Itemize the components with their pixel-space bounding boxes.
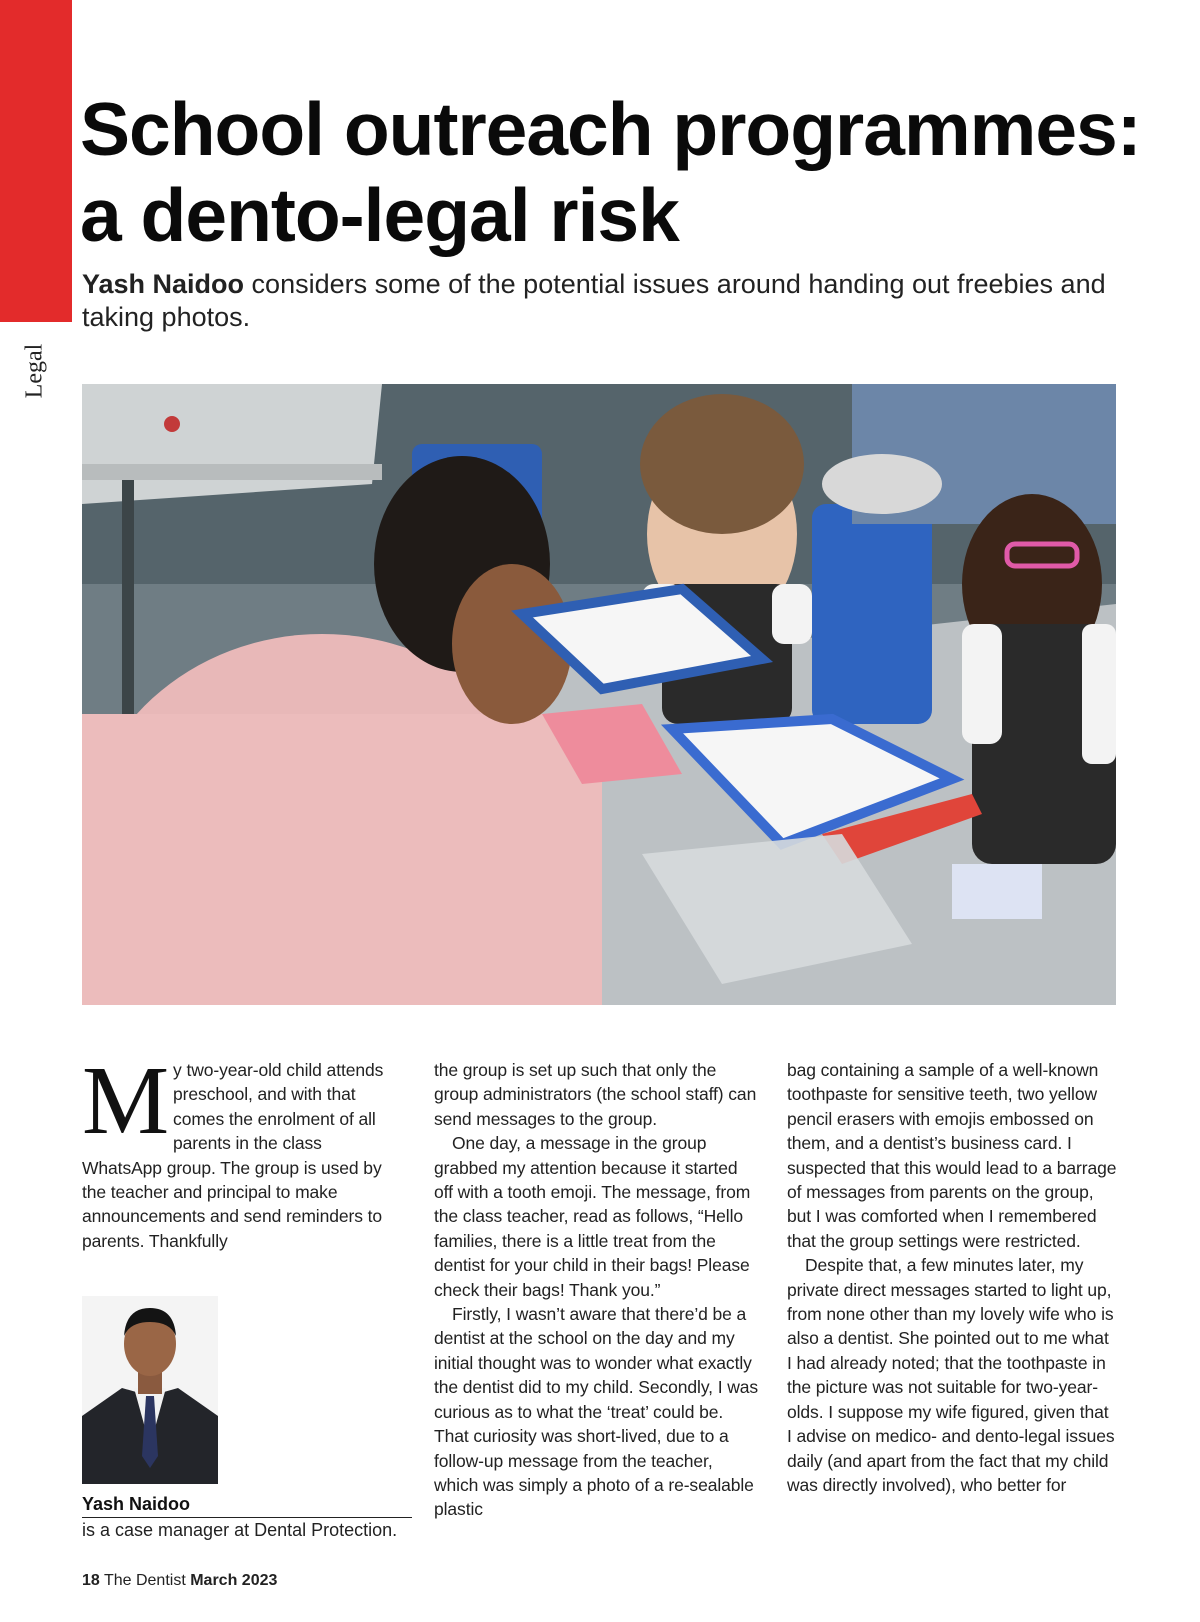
article-paragraph: the group is set up such that only the group administrators (the school staff) can send messages to the group. bbox=[434, 1060, 757, 1129]
author-name: Yash Naidoo bbox=[82, 1494, 412, 1518]
article-column-2 bbox=[434, 1058, 759, 1522]
headline bbox=[80, 86, 1160, 258]
section-label: Legal bbox=[21, 343, 48, 399]
article-paragraph: bag containing a sample of a well-known toothpaste for sensitive teeth, two yellow pencil erasers with emojis embossed on them, and a dentist’s business card. I suspected that this would lead to a barrage of messages from parents on the group, but I was comforted when I remembered that the group settings were restricted. bbox=[787, 1060, 1117, 1251]
article-paragraph: Despite that, a few minutes later, my private direct messages started to light up, from none other than my lovely wife who is also a dentist. She pointed out to me what I had already noted; that the toothpaste in the picture was not suitable for two-year-olds. I suppose my wife figured, given that I advise on medico- and dento-legal issues daily (and apart from the fact that my child was directly involved), who better for bbox=[787, 1255, 1115, 1495]
dropcap: M bbox=[82, 1047, 170, 1155]
article-column-1 bbox=[82, 1047, 402, 1253]
section-color-tab bbox=[0, 0, 72, 322]
page-footer bbox=[82, 1572, 277, 1590]
standfirst-author: Yash Naidoo bbox=[82, 269, 245, 299]
lead-photo bbox=[82, 384, 1116, 1005]
headline-line-1: School outreach programmes: bbox=[80, 87, 1141, 171]
author-photo bbox=[82, 1296, 218, 1484]
standfirst-text: considers some of the potential issues around handing out freebies and taking photos. bbox=[82, 269, 1106, 332]
issue-date: March 2023 bbox=[190, 1572, 278, 1589]
page-number: 18 bbox=[82, 1572, 100, 1589]
standfirst bbox=[82, 268, 1162, 334]
author-role: is a case manager at Dental Protection. bbox=[82, 1520, 398, 1540]
article-paragraph: My two-year-old child attends preschool, and with that comes the enrolment of all parents in the class WhatsApp group. The group is used by the teacher and principal to make announcements and send reminders to parents. Thankfully bbox=[82, 1047, 384, 1251]
article-paragraph: One day, a message in the group grabbed my attention because it started off with a tooth emoji. The message, from the class teacher, read as follows, “Hello families, there is a little treat from the dentist for your child in their bags! Please check their bags! Thank you.” bbox=[434, 1133, 751, 1300]
headline-line-2: a dento-legal risk bbox=[80, 173, 679, 257]
article-column-3 bbox=[787, 1058, 1117, 1497]
article-paragraph: Firstly, I wasn’t aware that there’d be a dentist at the school on the day and my initial thought was to wonder what exactly the dentist did to my child. Secondly, I was curious as to what the ‘treat’ could be. That curiosity was short-lived, due to a follow-up message from the teacher, which was simply a photo of a re-sealable plastic bbox=[434, 1304, 759, 1520]
publication-name: The Dentist bbox=[103, 1572, 186, 1589]
